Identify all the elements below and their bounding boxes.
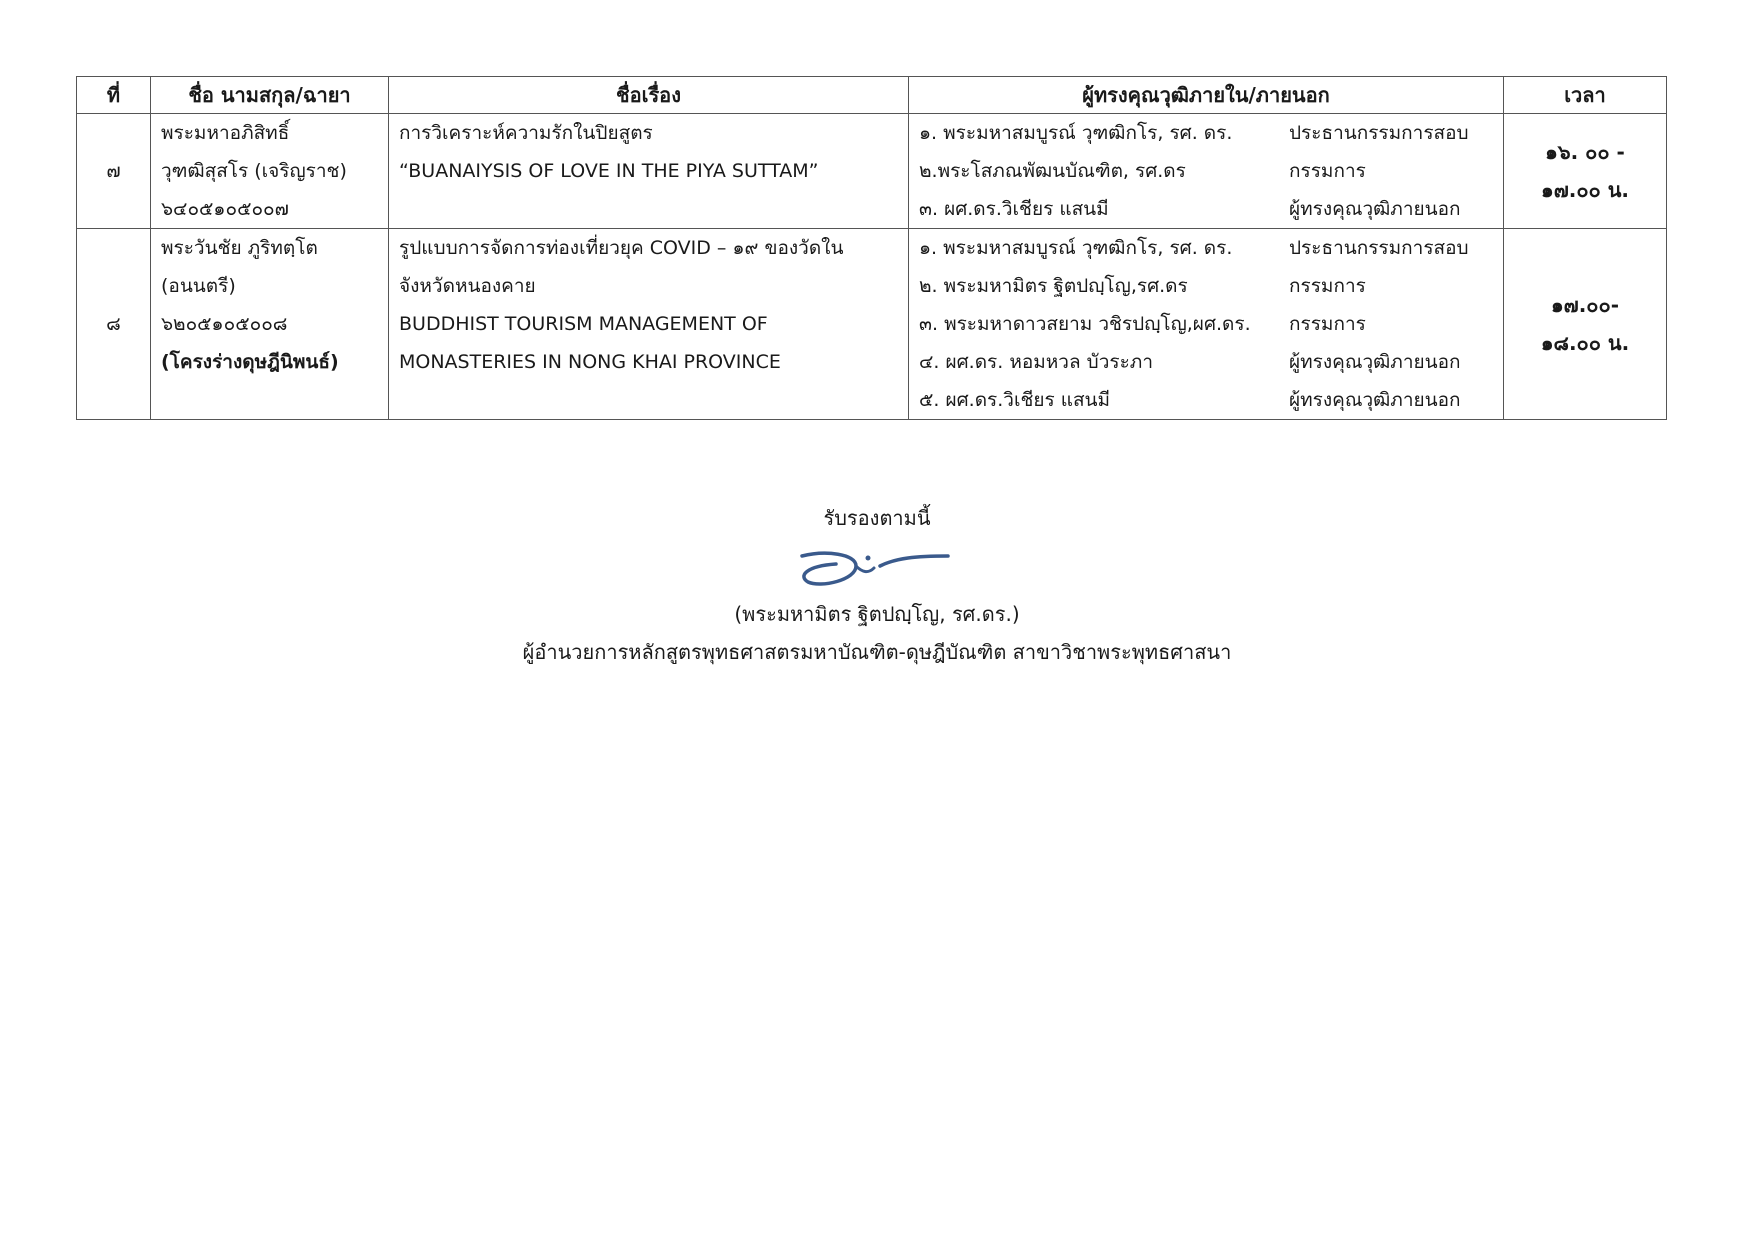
table-row <box>77 114 1667 229</box>
thesis-title-line: MONASTERIES IN NONG KHAI PROVINCE <box>399 351 781 373</box>
table-header-row <box>77 77 1667 114</box>
thesis-title-line: จังหวัดหนองคาย <box>399 275 536 297</box>
thesis-title-line: “BUANAIYSIS OF LOVE IN THE PIYA SUTTAM” <box>399 160 819 182</box>
committee-member <box>909 343 1503 381</box>
committee-member <box>909 152 1503 190</box>
student-id: ๖๔๐๕๑๐๕๐๐๗ <box>161 198 289 220</box>
committee-cell <box>909 229 1504 420</box>
signer-position: ผู้อำนวยการหลักสูตรพุทธศาสตรมหาบัณฑิต-ดุษฎีบัณฑิต สาขาวิชาพระพุทธศาสนา <box>522 640 1232 664</box>
row-number-text: ๘ <box>106 313 121 335</box>
student-cell <box>151 229 389 420</box>
committee-member-name: ๓. พระมหาดาวสยาม วชิรปญฺโญ,ผศ.ดร. <box>919 313 1251 335</box>
header-name: ชื่อ นามสกุล/ฉายา <box>151 77 389 114</box>
row-number-text: ๗ <box>106 160 121 182</box>
certification-text: รับรองตามนี้ <box>823 506 931 530</box>
committee-member <box>909 381 1503 419</box>
thesis-title-line: รูปแบบการจัดการท่องเที่ยวยุค COVID – ๑๙ ของวัดใน <box>399 237 844 259</box>
header-time: เวลา <box>1504 77 1667 114</box>
committee-member-role: กรรมการ <box>1289 160 1366 182</box>
thesis-title-cell <box>389 114 909 229</box>
time-line: ๑๖. ๐๐ - <box>1545 140 1625 164</box>
thesis-title-cell <box>389 229 909 420</box>
student-name-line: พระมหาอภิสิทธิ์ <box>161 122 290 144</box>
student-cell <box>151 114 389 229</box>
committee-member-name: ๔. ผศ.ดร. หอมหวล บัวระภา <box>919 351 1153 373</box>
committee-member-name: ๕. ผศ.ดร.วิเชียร แสนมี <box>919 389 1111 411</box>
header-title: ชื่อเรื่อง <box>389 77 909 114</box>
committee-member <box>909 114 1503 152</box>
committee-member <box>909 190 1503 228</box>
row-number <box>77 229 151 420</box>
time-cell <box>1504 114 1667 229</box>
thesis-title-line: การวิเคราะห์ความรักในปิยสูตร <box>399 122 653 144</box>
student-name-line: (อนนตรี) <box>161 275 236 297</box>
committee-member-name: ๒.พระโสภณพัฒนบัณฑิต, รศ.ดร <box>919 160 1186 182</box>
signer-name: (พระมหามิตร ฐิตปญฺโญ, รศ.ดร.) <box>734 602 1020 626</box>
exam-schedule-table <box>76 76 1667 420</box>
committee-member-role: ผู้ทรงคุณวุฒิภายนอก <box>1289 351 1461 373</box>
committee-member-name: ๒. พระมหามิตร ฐิตปญฺโญ,รศ.ดร <box>919 275 1188 297</box>
committee-member-role: ผู้ทรงคุณวุฒิภายนอก <box>1289 198 1461 220</box>
thesis-title-line: BUDDHIST TOURISM MANAGEMENT OF <box>399 313 768 335</box>
student-name-line: วุฑฒิสุสโร (เจริญราช) <box>161 160 347 182</box>
committee-member-name: ๑. พระมหาสมบูรณ์ วุฑฒิกโร, รศ. ดร. <box>919 122 1233 144</box>
row-number <box>77 114 151 229</box>
proposal-note: (โครงร่างดุษฎีนิพนธ์) <box>161 351 339 373</box>
time-line: ๑๗.๐๐ น. <box>1541 178 1629 202</box>
student-name-line: พระวันชัย ภูริทตฺโต <box>161 237 318 259</box>
signature-image <box>796 546 956 596</box>
committee-member <box>909 305 1503 343</box>
committee-member-role: กรรมการ <box>1289 313 1366 335</box>
committee-member <box>909 267 1503 305</box>
committee-member-role: ประธานกรรมการสอบ <box>1289 237 1469 259</box>
committee-member-role: ผู้ทรงคุณวุฒิภายนอก <box>1289 389 1461 411</box>
header-committee: ผู้ทรงคุณวุฒิภายใน/ภายนอก <box>909 77 1504 114</box>
header-no: ที่ <box>77 77 151 114</box>
time-line: ๑๗.๐๐- <box>1550 293 1620 317</box>
committee-member-role: กรรมการ <box>1289 275 1366 297</box>
table-row <box>77 229 1667 420</box>
time-cell <box>1504 229 1667 420</box>
committee-cell <box>909 114 1504 229</box>
committee-member-role: ประธานกรรมการสอบ <box>1289 122 1469 144</box>
committee-member-name: ๓. ผศ.ดร.วิเชียร แสนมี <box>919 198 1109 220</box>
student-id: ๖๒๐๕๑๐๕๐๐๘ <box>161 313 288 335</box>
committee-member <box>909 229 1503 267</box>
committee-member-name: ๑. พระมหาสมบูรณ์ วุฑฒิกโร, รศ. ดร. <box>919 237 1233 259</box>
time-line: ๑๘.๐๐ น. <box>1540 331 1630 355</box>
